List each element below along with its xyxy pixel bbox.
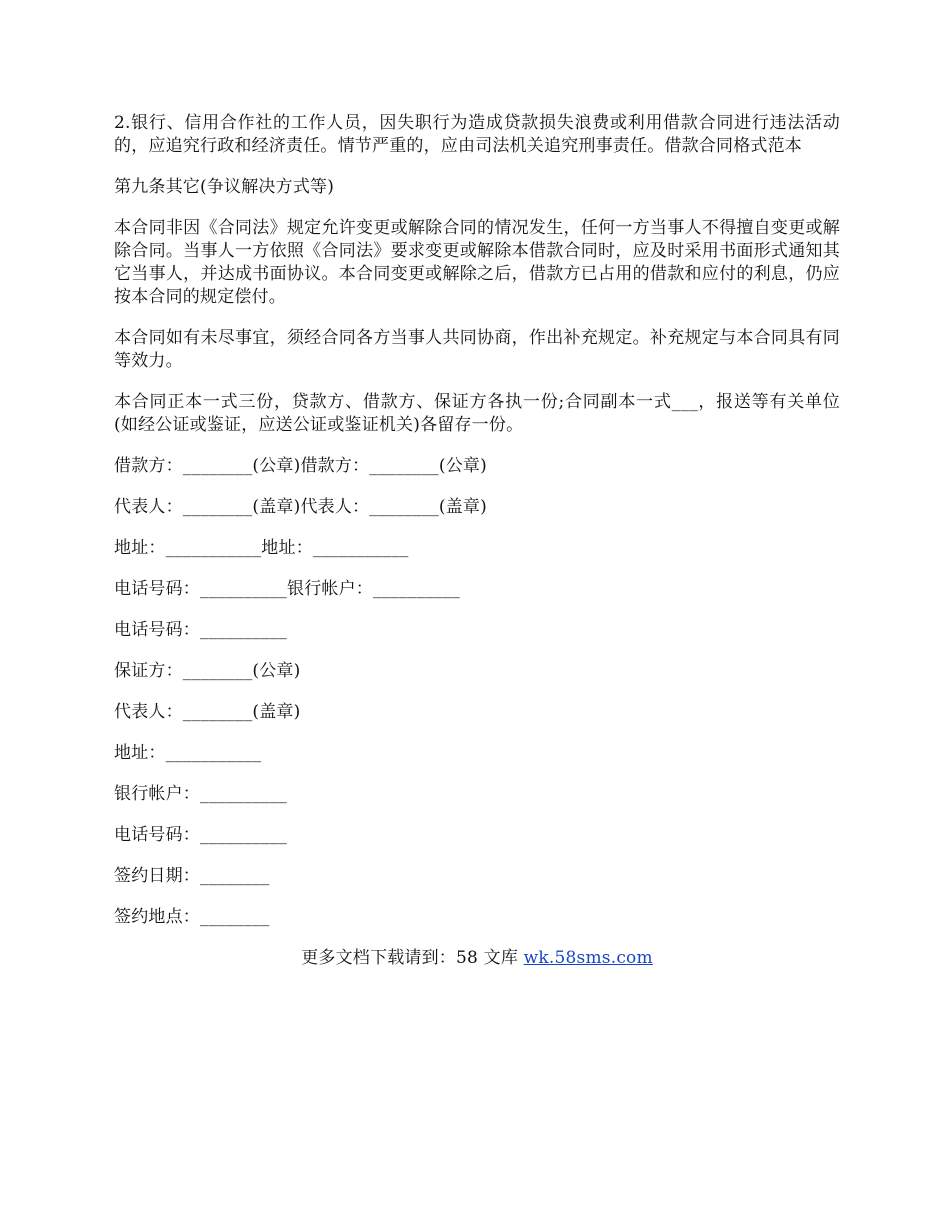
field-representative-seal: 代表人：________(盖章)代表人：________(盖章) <box>114 497 487 517</box>
field-guarantor-bank-account: 银行帐户：__________ <box>114 784 287 804</box>
footer-text: 更多文档下载请到：58 文库 <box>301 948 524 968</box>
paragraph-liability-clause: 2.银行、信用合作社的工作人员，因失职行为造成贷款损失浪费或利用借款合同进行违法活动的，应追究行政和经济责任。情节严重的，应由司法机关追究刑事责任。借款合同格式范本 <box>114 113 840 156</box>
footer-link[interactable]: wk.58sms.com <box>523 948 653 968</box>
paragraph-copies-clause: 本合同正本一式三份，贷款方、借款方、保证方各执一份;合同副本一式___，报送等有关单位(如经公证或鉴证，应送公证或鉴证机关)各留存一份。 <box>114 392 840 435</box>
paragraph-supplement-clause: 本合同如有未尽事宜，须经合同各方当事人共同协商，作出补充规定。补充规定与本合同具有同等效力。 <box>114 328 840 371</box>
field-phone: 电话号码：__________ <box>114 620 287 640</box>
field-guarantor-seal: 保证方：________(公章) <box>114 661 301 681</box>
paragraph-modification-clause: 本合同非因《合同法》规定允许变更或解除合同的情况发生，任何一方当事人不得擅自变更或解除合同。当事人一方依照《合同法》要求变更或解除本借款合同时，应及时采用书面形式通知其它当事人，并达成书面协议。本合同变更或解除之后，借款方已占用的借款和应付的利息，仍应按本合同的规定偿付。 <box>114 218 840 307</box>
field-guarantor-phone: 电话号码：__________ <box>114 825 287 845</box>
article-nine-heading: 第九条其它(争议解决方式等) <box>114 177 335 197</box>
download-footer <box>114 947 840 970</box>
document-body <box>114 112 840 970</box>
field-phone-bank-account: 电话号码：__________银行帐户：__________ <box>114 579 460 599</box>
field-borrower-seal: 借款方：________(公章)借款方：________(公章) <box>114 456 487 476</box>
field-guarantor-address: 地址：___________ <box>114 743 262 763</box>
field-signing-place: 签约地点：________ <box>114 907 270 927</box>
field-guarantor-representative: 代表人：________(盖章) <box>114 702 301 722</box>
field-signing-date: 签约日期：________ <box>114 866 270 886</box>
field-address-pair: 地址：___________地址：___________ <box>114 538 409 558</box>
